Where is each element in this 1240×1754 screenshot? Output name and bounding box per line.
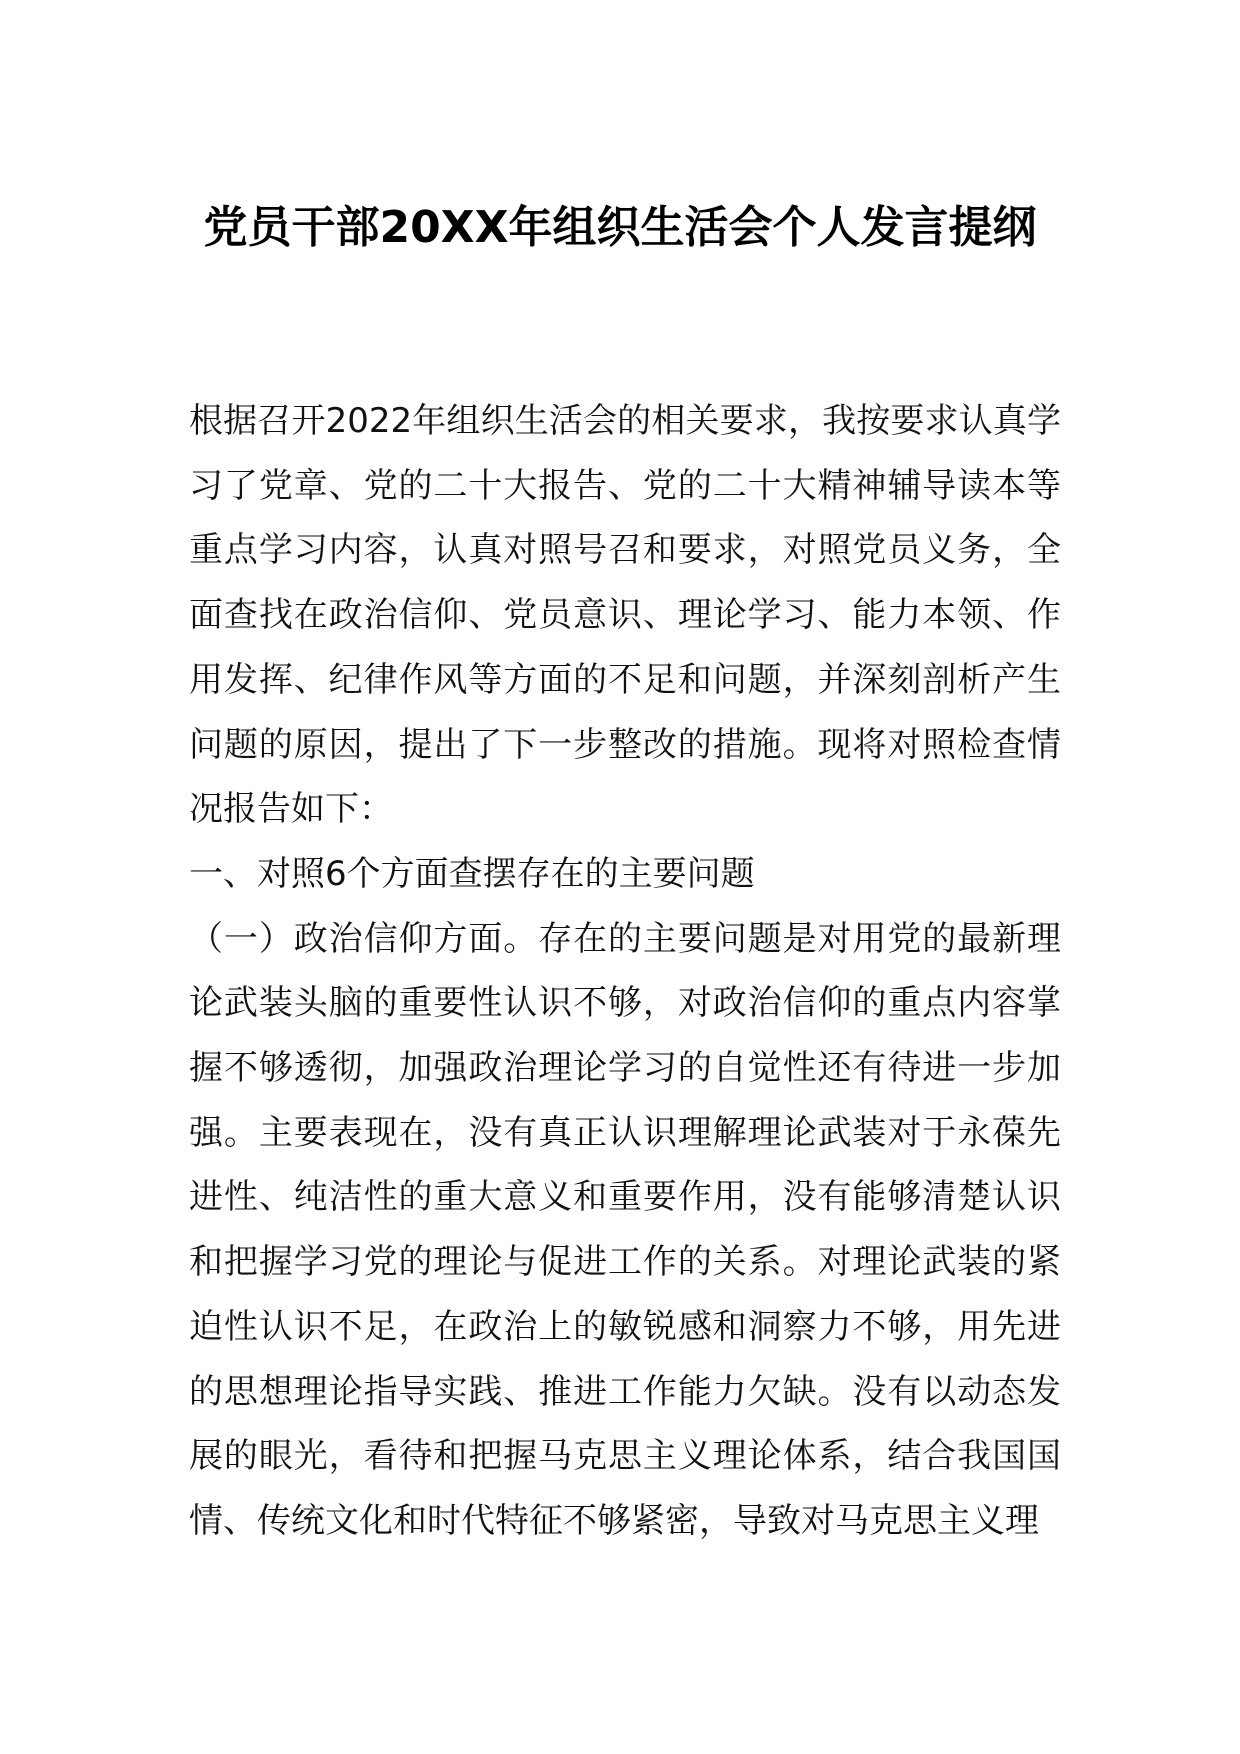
document-title: 党员干部20XX年组织生活会个人发言提纲 (203, 202, 1037, 253)
intro-paragraph: 根据召开2022年组织生活会的相关要求，我按要求认真学习了党章、党的二十大报告、党的二十大精神辅导读本等重点学习内容，认真对照号召和要求，对照党员义务，全面查找在政治信仰、党员意识、理论学习、能力本领、作用发挥、纪律作风等方面的不足和问题，并深刻剖析产生问题的原因，提出了下一步整改的措施。现将对照检查情况报告如下： (189, 401, 1061, 830)
section-heading: 一、对照6个方面查摆存在的主要问题 (189, 853, 755, 894)
subsection-paragraph: （一）政治信仰方面。存在的主要问题是对用党的最新理论武装头脑的重要性认识不够，对政治信仰的重点内容掌握不够透彻，加强政治理论学习的自觉性还有待进一步加强。主要表现在，没有真正认识理解理论武装对于永葆先进性、纯洁性的重大意义和重要作用，没有能够清楚认识和把握学习党的理论与促进工作的关系。对理论武装的紧迫性认识不足，在政治上的敏锐感和洞察力不够，用先进的思想理论指导实践、推进工作能力欠缺。没有以动态发展的眼光，看待和把握马克思主义理论体系，结合我国国情、传统文化和时代特征不够紧密，导致对马克思主义理 (189, 918, 1061, 1541)
document-body (189, 389, 1061, 1554)
